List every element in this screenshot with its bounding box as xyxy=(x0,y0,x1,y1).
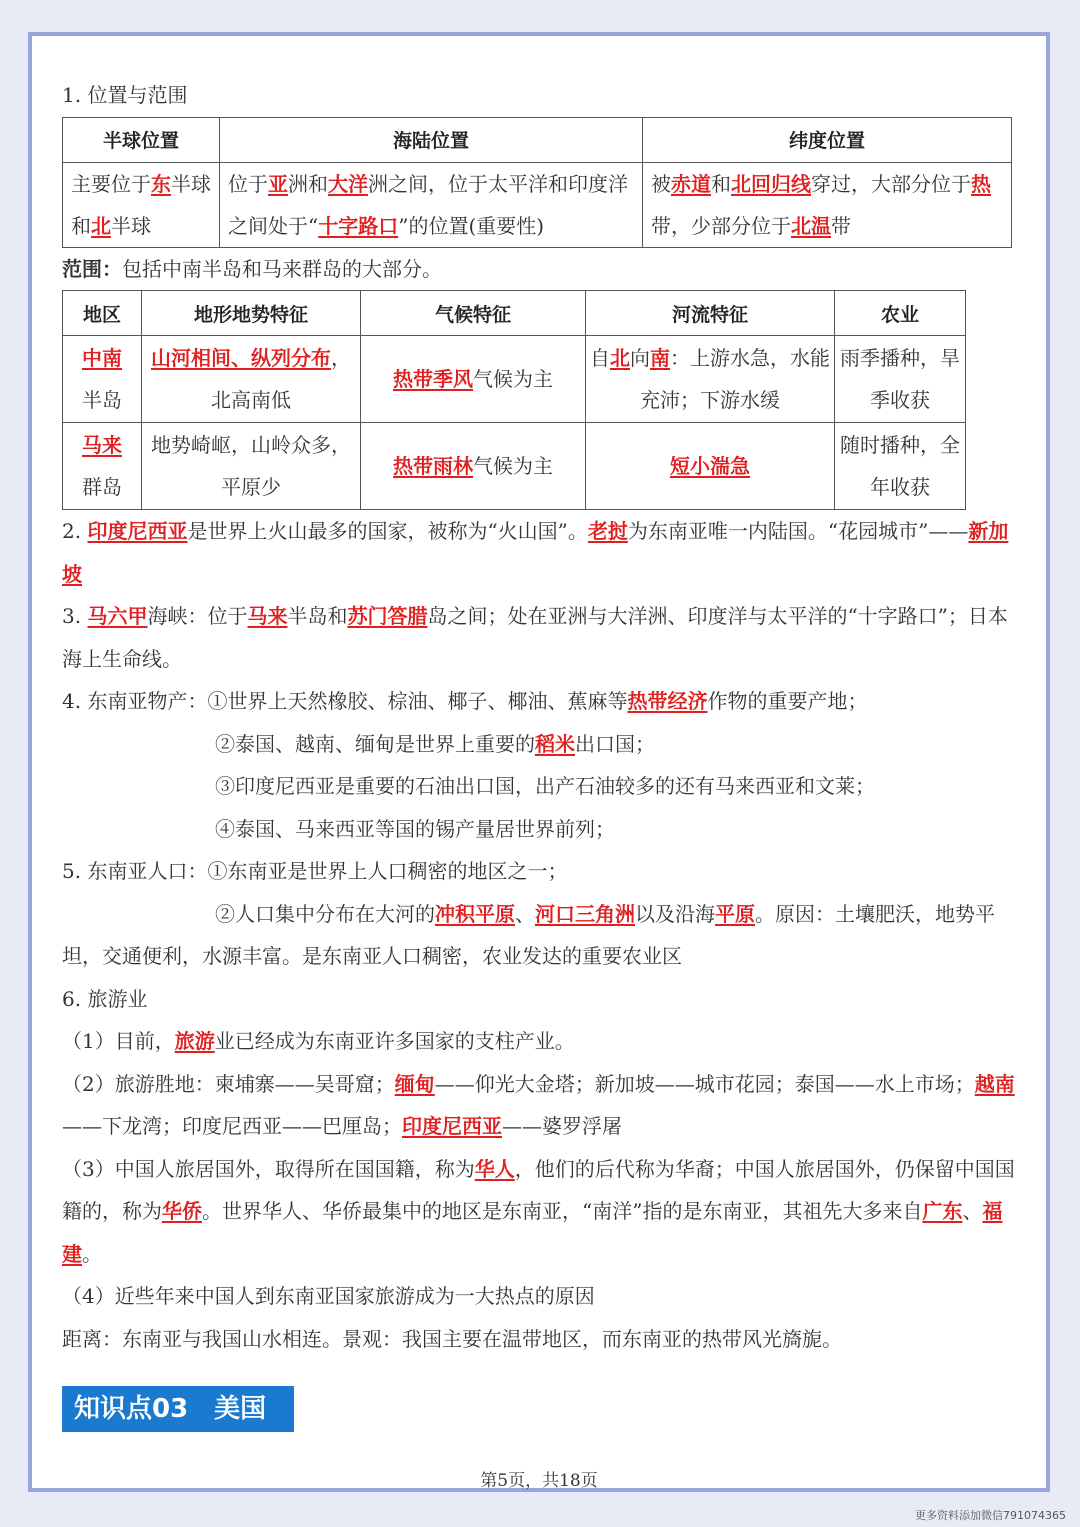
page-number: 第5页，共18页 xyxy=(480,1471,598,1491)
th-climate: 气候特征 xyxy=(361,291,586,336)
position-table xyxy=(62,117,1012,248)
knowledge-point-banner: 知识点03 美国 xyxy=(62,1386,294,1432)
cell-agri-1: 雨季播种，旱季收获 xyxy=(835,336,966,423)
cell-river-2: 短小湍急 xyxy=(586,423,835,510)
cell-climate-1: 热带季风气候为主 xyxy=(361,336,586,423)
para-4a: 4. 东南亚物产：①世界上天然橡胶、棕油、椰子、椰油、蕉麻等热带经济作物的重要产地； xyxy=(62,689,868,713)
para-6-4: （4）近些年来中国人到东南亚国家旅游成为一大热点的原因 xyxy=(62,1284,595,1308)
th-hemi: 半球位置 xyxy=(63,117,220,162)
cell-region-1: 中南 半岛 xyxy=(63,336,142,423)
cell-lat: 被赤道和北回归线穿过，大部分位于热带，少部分位于北温带 xyxy=(643,162,1012,247)
th-river: 河流特征 xyxy=(586,291,835,336)
footer-note: 更多资料添加微信791074365 xyxy=(915,1509,1066,1522)
th-region: 地区 xyxy=(63,291,142,336)
cell-sealand: 位于亚洲和大洋洲之间，位于太平洋和印度洋之间处于“十字路口”的位置(重要性) xyxy=(220,162,643,247)
para-4d: ④泰国、马来西亚等国的锡产量居世界前列； xyxy=(215,816,615,841)
cell-hemi: 主要位于东半球和北半球 xyxy=(63,162,220,247)
para-6-title: 6. 旅游业 xyxy=(62,986,148,1011)
region-table xyxy=(62,290,966,510)
para-3: 3. 马六甲海峡：位于马来半岛和苏门答腊岛之间；处在亚洲与大洋洲、印度洋与太平洋的“十字路口”；日本海上生命线。 xyxy=(62,604,1008,671)
para-6-2: （2）旅游胜地：柬埔寨——吴哥窟；缅甸——仰光大金塔；新加坡——城市花园；泰国——水上市场；越南——下龙湾；印度尼西亚——巴厘岛；印度尼西亚——婆罗浮屠 xyxy=(62,1071,1015,1138)
range-line: 范围：包括中南半岛和马来群岛的大部分。 xyxy=(62,256,442,281)
para-4b: ②泰国、越南、缅甸是世界上重要的稻米出口国； xyxy=(215,731,655,756)
th-sealand: 海陆位置 xyxy=(220,117,643,162)
para-5b: ②人口集中分布在大河的冲积平原、河口三角洲以及沿海平原。原因：土壤肥沃，地势平坦，交通便利，水源丰富。是东南亚人口稠密，农业发达的重要农业区 xyxy=(62,901,995,968)
para-6-5: 距离：东南亚与我国山水相连。景观：我国主要在温带地区，而东南亚的热带风光旖旎。 xyxy=(62,1326,842,1351)
cell-agri-2: 随时播种，全年收获 xyxy=(835,423,966,510)
para-2: 2. 印度尼西亚是世界上火山最多的国家，被称为“火山国”。老挝为东南亚唯一内陆国。“花园城市”——新加坡 xyxy=(62,519,1009,586)
section1-title: 1. 位置与范围 xyxy=(62,83,188,107)
cell-terrain-1: 山河相间、纵列分布， 北高南低 xyxy=(142,336,361,423)
cell-river-1: 自北向南：上游水急，水能充沛；下游水缓 xyxy=(586,336,835,423)
para-4c: ③印度尼西亚是重要的石油出口国，出产石油较多的还有马来西亚和文莱； xyxy=(215,774,875,798)
para-6-3: （3）中国人旅居国外，取得所在国国籍，称为华人，他们的后代称为华裔；中国人旅居国外，仍保留中国国籍的，称为华侨。世界华人、华侨最集中的地区是东南亚，“南洋”指的是东南亚，其祖先大多来自广东、福建。 xyxy=(62,1156,1015,1266)
cell-terrain-2: 地势崎岖，山岭众多，平原少 xyxy=(142,423,361,510)
para-6-1: （1）目前，旅游业已经成为东南亚许多国家的支柱产业。 xyxy=(62,1029,575,1053)
content xyxy=(62,74,1024,1360)
cell-climate-2: 热带雨林气候为主 xyxy=(361,423,586,510)
th-terrain: 地形地势特征 xyxy=(142,291,361,336)
cell-region-2: 马来 群岛 xyxy=(63,423,142,510)
page-frame xyxy=(28,32,1050,1492)
th-lat: 纬度位置 xyxy=(643,117,1012,162)
th-agri: 农业 xyxy=(835,291,966,336)
para-5a: 5. 东南亚人口：①东南亚是世界上人口稠密的地区之一； xyxy=(62,859,568,883)
